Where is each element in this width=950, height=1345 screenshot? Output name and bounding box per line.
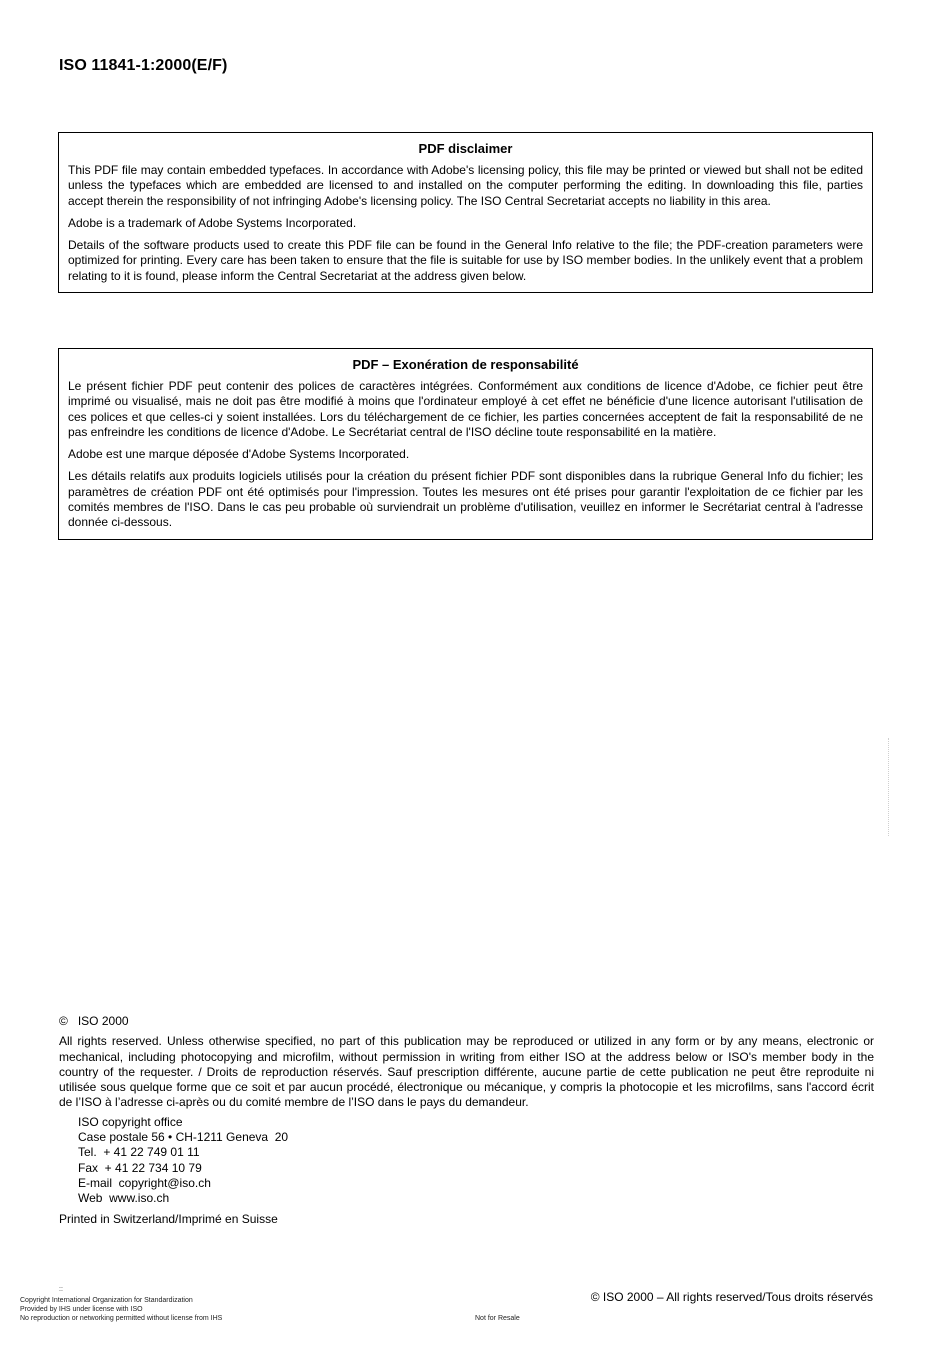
copyright-symbol: ©	[59, 1014, 68, 1028]
office-web: Web www.iso.ch	[78, 1191, 170, 1206]
printed-in-text: Printed in Switzerland/Imprimé en Suisse	[59, 1211, 278, 1226]
pdf-disclaimer-paragraph-3: Details of the software products used to create this PDF file can be found in the General Info relative to the file; the PDF-creation parameters were optimized for printing. Every care has been taken to ensure that the file is suitable for use by ISO member bodies. In the unlikely event that a problem relating to it is found, please inform the Central Secretariat at the address given below.	[68, 238, 863, 283]
copyright-office-address	[78, 1115, 874, 1207]
rights-reserved-text: All rights reserved. Unless otherwise specified, no part of this publication may be reproduced or utilized in any form or by any means, electronic or mechanical, including photocopying and microfilm, without permission in writing from either ISO at the address below or ISO's member body in the country of the requester. / Droits de reproduction réservés. Sauf prescription différente, aucune partie de cette publication ne peut être reproduite ni utilisée sous quelque forme que ce soit et par aucun procédé, électronique ou mécanique, y compris la photocopie et les microfilms, sans l'accord écrit de l’ISO à l’adresse ci-après ou du comité membre de l’ISO dans le pays du demandeur.	[59, 1034, 874, 1110]
not-for-resale-label: Not for Resale	[475, 1315, 520, 1322]
pdf-exoneration-title: PDF – Exonération de responsabilité	[352, 357, 579, 372]
copyright-line	[59, 1014, 874, 1029]
pdf-disclaimer-paragraph-2: Adobe is a trademark of Adobe Systems Incorporated.	[68, 215, 357, 230]
office-name: ISO copyright office	[78, 1114, 183, 1129]
page-header-title: ISO 11841-1:2000(E/F)	[59, 57, 228, 74]
pdf-exoneration-paragraph-2: Adobe est une marque déposée d'Adobe Systems Incorporated.	[68, 447, 410, 462]
footer-license-notice	[20, 1296, 222, 1323]
footer-license-line-3: No reproduction or networking permitted without license from IHS	[20, 1315, 223, 1322]
footer-rights-reserved: © ISO 2000 – All rights reserved/Tous droits réservés	[590, 1290, 873, 1304]
pdf-exoneration-box	[58, 348, 873, 540]
office-fax: Fax + 41 22 734 10 79	[78, 1160, 202, 1175]
office-postal-address: Case postale 56 • CH-1211 Geneva 20	[78, 1130, 289, 1145]
footer-license-line-2: Provided by IHS under license with ISO	[20, 1306, 143, 1313]
pdf-disclaimer-title: PDF disclaimer	[418, 141, 513, 156]
office-email: E-mail copyright@iso.ch	[78, 1175, 211, 1190]
pdf-disclaimer-paragraph-1: This PDF file may contain embedded typefaces. In accordance with Adobe's licensing policy, this file may be printed or viewed but shall not be edited unless the typefaces which are embedded are licensed to and installed on the computer performing the editing. In downloading this file, parties accept therein the responsibility of not infringing Adobe's licensing policy. The ISO Central Secretariat accepts no liability in this area.	[68, 163, 863, 208]
copyright-year: ISO 2000	[77, 1014, 129, 1028]
side-dotted-mark	[888, 738, 891, 836]
pdf-disclaimer-box	[58, 132, 873, 293]
office-telephone: Tel. + 41 22 749 01 11	[78, 1145, 200, 1160]
pdf-exoneration-paragraph-1: Le présent fichier PDF peut contenir des polices de caractères intégrées. Conformément aux conditions de licence d'Adobe, ce fichier peut être imprimé ou visualisé, mais ne doit pas être modifié à moins que l'ordinateur employé à cet effet ne bénéficie d'une licence autorisant l'utilisation de ces polices et que celles-ci y soient installées. Lors du téléchargement de ce fichier, les parties concernées acceptent de fait la responsabilité de ne pas enfreindre les conditions de licence d'Adobe. Le Secrétariat central de l'ISO décline toute responsabilité en la matière.	[68, 379, 863, 439]
footer-license-line-1: Copyright International Organization for Standardization	[20, 1297, 193, 1304]
footer-dots: ::	[59, 1286, 63, 1293]
pdf-exoneration-paragraph-3: Les détails relatifs aux produits logiciels utilisés pour la création du présent fichier PDF sont disponibles dans la rubrique General Info du fichier; les paramètres de création PDF ont été optimisés pour l'impression. Toutes les mesures ont été prises pour garantir l'exploitation de ce fichier par les comités membres de l'ISO. Dans le cas peu probable où surviendrait un problème d'utilisation, veuillez en informer le Secrétariat central à l'adresse donnée ci-dessous.	[68, 469, 863, 530]
copyright-block	[59, 1014, 874, 1227]
